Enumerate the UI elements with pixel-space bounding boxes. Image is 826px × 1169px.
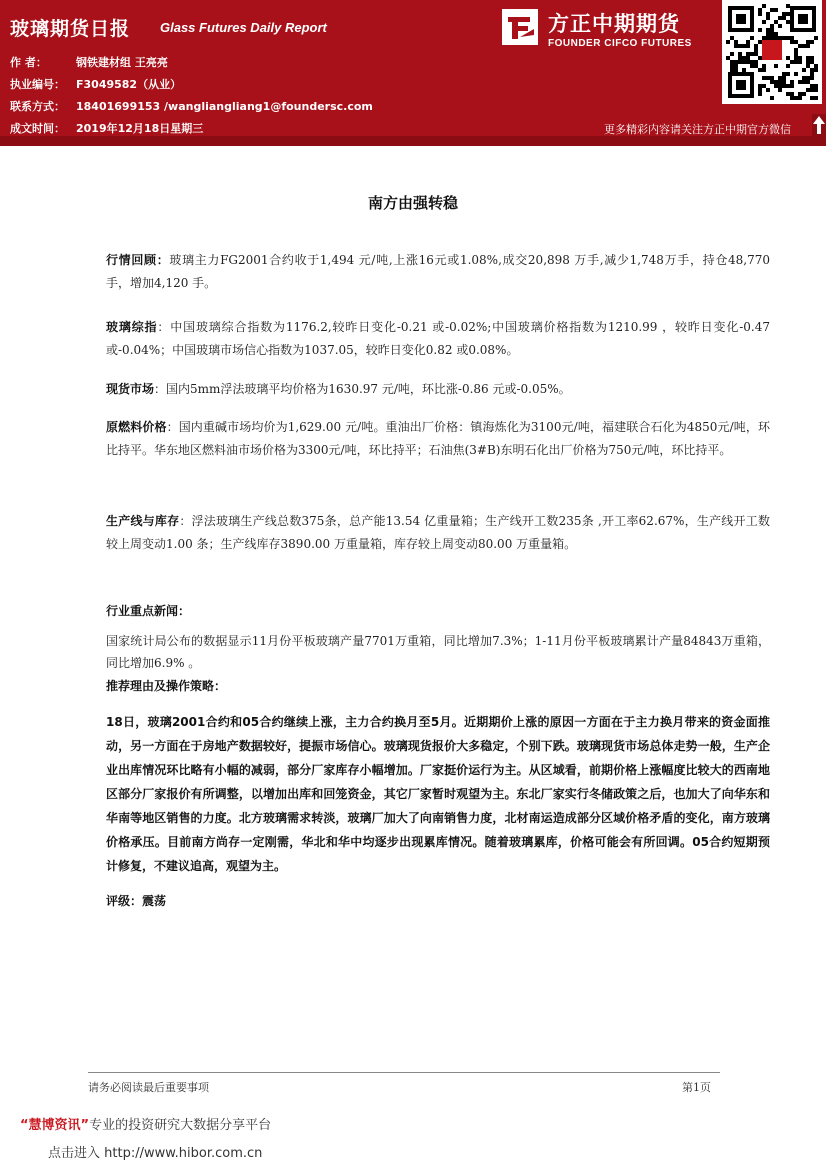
market-review-paragraph: 行情回顾：玻璃主力FG2001合约收于1,494 元/吨,上涨16元或1.08%,成交20,898 万手,减少1,748万手，持仓48,770 手，增加4,120 手。 [106, 253, 770, 290]
hibor-slogan: “慧博资讯”专业的投资研究大数据分享平台 [20, 1118, 272, 1133]
page-number: 第1页 [682, 1081, 711, 1094]
report-title-cn: 玻璃期货日报 [10, 18, 131, 40]
glass-index-paragraph: 玻璃综指：中国玻璃综合指数为1176.2,较昨日变化-0.21 或-0.02%;中国玻璃价格指数为1210.99 ，较昨日变化-0.47 或-0.04%；中国玻璃市场信心指数为1037.05，较昨日变化0.82 或0.08%。 [106, 320, 770, 357]
arrow-up-icon [812, 114, 826, 136]
qr-code-icon [722, 0, 822, 104]
spot-market-label: 现货市场 [106, 382, 155, 396]
meta-license: 执业编号： F3049582（从业） [10, 78, 182, 91]
header-bottom-band [0, 136, 826, 146]
raw-materials-paragraph: 原燃料价格：国内重碱市场均价为1,629.00 元/吨。重油出厂价格：镇海炼化为3100元/吨，福建联合石化为4850元/吨，环比持平。华东地区燃料油市场价格为3300元/吨，环比持平；石油焦(3#B)东明石化出厂价格为750元/吨，环比持平。 [106, 420, 770, 457]
footer-disclaimer: 请务必阅读最后重要事项 [88, 1081, 209, 1094]
strategy-heading: 推荐理由及操作策略： [106, 679, 227, 693]
meta-date: 成文时间： 2019年12月18日星期三 [10, 122, 204, 135]
news-heading: 行业重点新闻： [106, 604, 191, 618]
glass-index-label: 玻璃综指 [106, 320, 158, 334]
report-title-en: Glass Futures Daily Report [160, 20, 327, 35]
brand-name-en: FOUNDER CIFCO FUTURES [548, 38, 692, 49]
document-title: 南方由强转稳 [367, 194, 458, 212]
follow-wechat-text: 更多精彩内容请关注方正中期官方微信 [604, 123, 791, 136]
raw-materials-label: 原燃料价格 [106, 420, 167, 434]
meta-contact: 联系方式： 18401699153 /wangliangliang1@foundersc.com [10, 100, 373, 113]
hibor-link[interactable]: 点击进入 http://www.hibor.com.cn [48, 1146, 263, 1161]
brand-logo-block [500, 5, 715, 55]
rating-text: 评级：震荡 [106, 894, 167, 908]
market-review-label: 行情回顾： [106, 253, 170, 267]
meta-author: 作 者： 钢铁建材组 王亮亮 [10, 56, 168, 69]
hibor-brand: “慧博资讯” [20, 1118, 90, 1133]
founder-logo-icon [500, 7, 540, 47]
spot-market-paragraph: 现货市场：国内5mm浮法玻璃平均价格为1630.97 元/吨，环比涨-0.86 元或-0.05%。 [106, 382, 571, 396]
footer-divider [88, 1072, 720, 1073]
production-inventory-label: 生产线与库存 [106, 514, 180, 528]
production-inventory-paragraph: 生产线与库存：浮法玻璃生产线总数375条，总产能13.54 亿重量箱；生产线开工数235条 ,开工率62.67%，生产线开工数较上周变动1.00 条；生产线库存3890.00 万重量箱，库存较上周变动80.00 万重量箱。 [106, 514, 770, 551]
strategy-paragraph: 18日，玻璃2001合约和05合约继续上涨，主力合约换月至5月。近期期价上涨的原因一方面在于主力换月带来的资金面推动，另一方面在于房地产数据较好，提振市场信心。玻璃现货报价大多稳定，个别下跌。玻璃现货市场总体走势一般，生产企业出库情况环比略有小幅的减弱，部分厂家库存小幅增加。厂家挺价运行为主。从区域看，前期价格上涨幅度比较大的西南地区部分厂家报价有所调整，以增加出库和回笼资金，其它厂家暂时观望为主。东北厂家实行冬储政策之后，也加大了向华东和华南等地区销售的力度。北方玻璃需求转淡，玻璃厂加大了向南销售力度，北材南运造成部分区域价格矛盾的变化，南方玻璃价格承压。目前南方尚存一定刚需，华北和华中均逐步出现累库情况。随着玻璃累库，价格可能会有所回调。05合约短期预计修复，不建议追高，观望为主。 [106, 715, 770, 873]
brand-name-cn: 方正中期期货 [548, 12, 680, 36]
wechat-qr-code [722, 0, 822, 104]
news-paragraph: 国家统计局公布的数据显示11月份平板玻璃产量7701万重箱，同比增加7.3%；1-11月份平板玻璃累计产量84843万重箱，同比增加6.9% 。 [106, 634, 770, 670]
